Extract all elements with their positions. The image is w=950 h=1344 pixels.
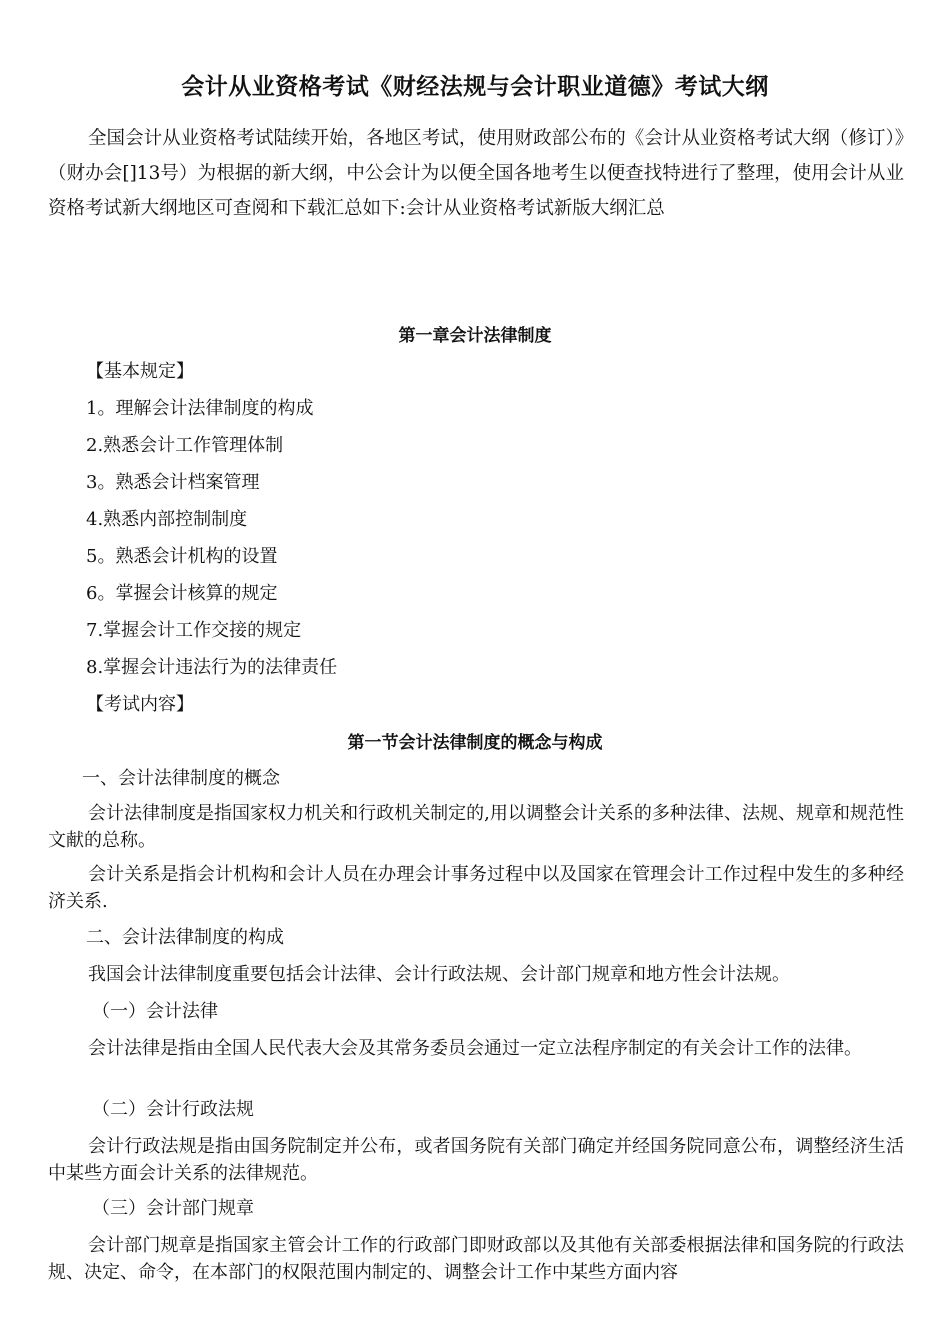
item-title: （二）会计行政法规	[92, 1099, 254, 1120]
list-item: 5。熟悉会计机构的设置	[86, 546, 278, 567]
body-paragraph: 我国会计法律制度重要包括会计法律、会计行政法规、会计部门规章和地方性会计法规。	[88, 964, 790, 985]
body-paragraph: 会计部门规章是指国家主管会计工作的行政部门即财政部以及其他有关部委根据法律和国务院的行政法规、决定、命令，在本部门的权限范围内制定的、调整会计工作中某些方面内容	[48, 1235, 904, 1283]
chapter-title: 第一章会计法律制度	[398, 326, 552, 346]
subsection-title: 二、会计法律制度的构成	[86, 927, 284, 948]
subsection-title: 一、会计法律制度的概念	[82, 768, 280, 789]
body-paragraph: 会计行政法规是指由国务院制定并公布，或者国务院有关部门确定并经国务院同意公布，调整经济生活中某些方面会计关系的法律规范。	[48, 1136, 904, 1184]
document-title: 会计从业资格考试《财经法规与会计职业道德》考试大纲	[181, 74, 769, 100]
list-item: 2.熟悉会计工作管理体制	[86, 435, 284, 456]
list-item: 4.熟悉内部控制制度	[86, 509, 248, 530]
basic-rules-label: 【基本规定】	[86, 361, 194, 382]
exam-content-label: 【考试内容】	[86, 694, 194, 715]
list-item: 6。掌握会计核算的规定	[86, 583, 278, 604]
list-item: 3。熟悉会计档案管理	[86, 472, 260, 493]
list-item: 1。理解会计法律制度的构成	[86, 398, 314, 419]
list-item: 7.掌握会计工作交接的规定	[86, 620, 302, 641]
intro-paragraph: 全国会计从业资格考试陆续开始，各地区考试，使用财政部公布的《会计从业资格考试大纲（修订）》（财办会[]13号）为根据的新大纲，中公会计为以便全国各地考生以便查找特进行了整理，使用会计从业资格考试新大纲地区可查阅和下载汇总如下:会计从业资格考试新版大纲汇总	[48, 128, 904, 219]
body-paragraph: 会计关系是指会计机构和会计人员在办理会计事务过程中以及国家在管理会计工作过程中发生的多种经济关系.	[48, 864, 904, 912]
section-title: 第一节会计法律制度的概念与构成	[347, 733, 603, 753]
body-paragraph: 会计法律是指由全国人民代表大会及其常务委员会通过一定立法程序制定的有关会计工作的法律。	[88, 1038, 862, 1059]
body-paragraph: 会计法律制度是指国家权力机关和行政机关制定的,用以调整会计关系的多种法律、法规、规章和规范性文献的总称。	[48, 803, 904, 851]
list-item: 8.掌握会计违法行为的法律责任	[86, 657, 338, 678]
item-title: （三）会计部门规章	[92, 1198, 254, 1219]
item-title: （一）会计法律	[92, 1001, 218, 1022]
